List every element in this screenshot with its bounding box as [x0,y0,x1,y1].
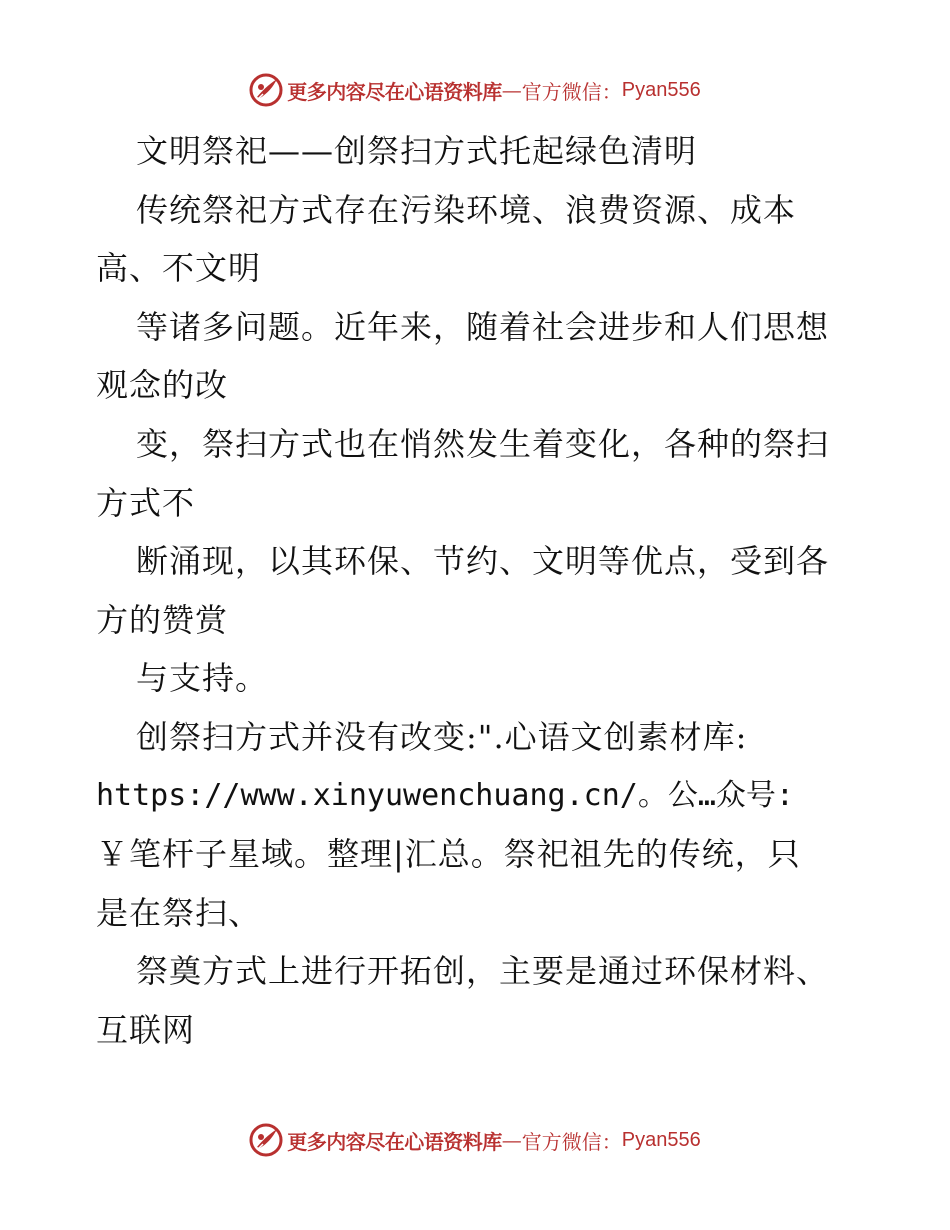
text-line: 高、不文明 [96,249,262,288]
text-line: 创祭扫方式并没有改变:".心语文创素材库: [136,717,748,756]
text-line: 与支持。 [136,659,269,698]
text-line: 断涌现，以其环保、节约、文明等优点，受到各 [136,542,830,581]
text-line: 方式不 [96,483,196,522]
header-banner-text: 更多内容尽在心语资料库 [287,79,502,104]
footer-wechat-label: 官方微信： [521,1129,622,1154]
text-line: 变，祭扫方式也在悄然发生着变化，各种的祭扫 [136,424,830,463]
header-wechat-label: 官方微信： [521,79,622,104]
text-line: 文明祭祀——创祭扫方式托起绿色清明 [136,132,698,170]
document-body [96,122,856,1060]
text-line: 传统祭祀方式存在污染环境、浪费资源、成本 [136,190,797,229]
feather-pen-logo-icon [249,1123,283,1157]
header-banner [0,70,950,110]
text-line: 等诸多问题。近年来，随着社会进步和人们思想 [136,307,830,346]
text-line: 祭奠方式上进行开拓创，主要是通过环保材料、 [136,952,830,991]
footer-banner-text: 更多内容尽在心语资料库 [287,1129,502,1154]
text-line: 观念的改 [96,366,229,405]
header-banner-separator: — [501,78,522,102]
feather-pen-logo-icon [249,73,283,107]
text-line: ￥笔杆子星域。整理|汇总。祭祀祖先的传统，只 [96,835,801,874]
footer-banner [0,1120,950,1160]
text-line: 方的赞赏 [96,600,229,639]
footer-banner-separator: — [501,1128,522,1152]
text-line: 是在祭扫、 [96,893,262,932]
text-line: 互联网 [96,1010,196,1049]
text-line: https://www.xinyuwenchuang.cn/。公…众号: [96,777,794,813]
footer-wechat-id: Pyan556 [621,1128,701,1151]
header-wechat-id: Pyan556 [621,78,701,101]
